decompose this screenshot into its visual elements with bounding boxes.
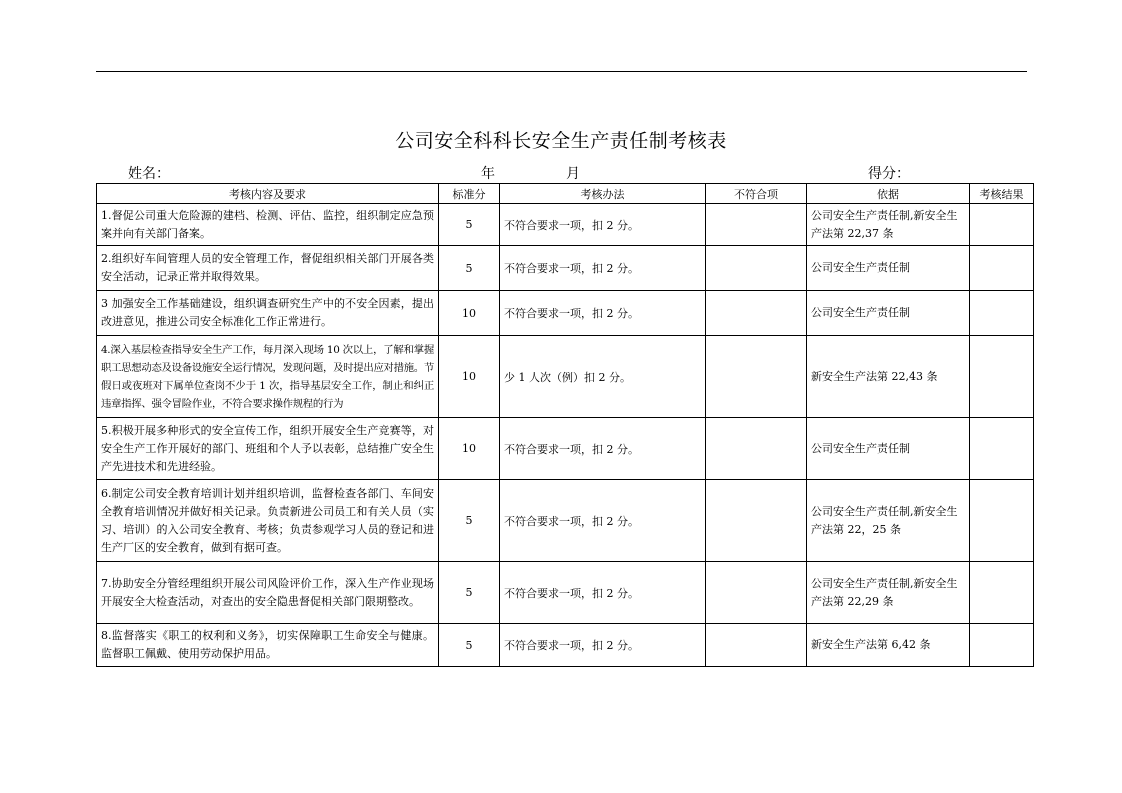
result-cell[interactable] — [970, 204, 1034, 246]
method-cell: 少 1 人次（例）扣 2 分。 — [500, 336, 706, 418]
month-label: 月 — [566, 166, 580, 182]
header-method: 考核办法 — [500, 184, 706, 204]
noncompliance-cell[interactable] — [706, 480, 807, 562]
assessment-table — [96, 183, 1034, 667]
header-result: 考核结果 — [970, 184, 1034, 204]
standard-score-cell: 5 — [439, 480, 500, 562]
requirement-cell: 4.深入基层检查指导安全生产工作，每月深入现场 10 次以上，了解和掌握职工思想动态及设备设施安全运行情况，发现问题，及时提出应对措施。节假日或夜班对下属单位查岗不少于 1 次，指导基层安全工作，制止和纠正违章指挥、强令冒险作业，不符合要求操作规程的行为 — [97, 336, 439, 418]
table-row — [97, 418, 1034, 480]
requirement-cell: 6.制定公司安全教育培训计划并组织培训，监督检查各部门、车间安全教育培训情况并做好相关记录。负责新进公司员工和有关人员（实习、培训）的入公司安全教育、考核；负责参观学习人员的登记和进生产厂区的安全教育，做到有据可查。 — [97, 480, 439, 562]
method-cell: 不符合要求一项，扣 2 分。 — [500, 480, 706, 562]
basis-cell: 公司安全生产责任制,新安全生产法第 22，25 条 — [807, 480, 970, 562]
basis-cell: 新安全生产法第 22,43 条 — [807, 336, 970, 418]
table-row — [97, 204, 1034, 246]
result-cell[interactable] — [970, 291, 1034, 336]
noncompliance-cell[interactable] — [706, 336, 807, 418]
basis-cell: 公司安全生产责任制,新安全生产法第 22,29 条 — [807, 562, 970, 624]
result-cell[interactable] — [970, 562, 1034, 624]
standard-score-cell: 10 — [439, 418, 500, 480]
table-row — [97, 246, 1034, 291]
page-title: 公司安全科科长安全生产责任制考核表 — [395, 130, 727, 152]
header-standard-score: 标准分 — [439, 184, 500, 204]
top-rule — [96, 71, 1027, 72]
basis-cell: 新安全生产法第 6,42 条 — [807, 624, 970, 667]
noncompliance-cell[interactable] — [706, 291, 807, 336]
table-header-row — [97, 184, 1034, 204]
header-noncompliance: 不符合项 — [706, 184, 807, 204]
requirement-cell: 5.积极开展多种形式的安全宣传工作，组织开展安全生产竞赛等，对安全生产工作开展好的部门、班组和个人予以表彰，总结推广安全生产先进技术和先进经验。 — [97, 418, 439, 480]
basis-cell: 公司安全生产责任制,新安全生产法第 22,37 条 — [807, 204, 970, 246]
table-row — [97, 624, 1034, 667]
table-row — [97, 562, 1034, 624]
basis-cell: 公司安全生产责任制 — [807, 291, 970, 336]
result-cell[interactable] — [970, 336, 1034, 418]
requirement-cell: 8.监督落实《职工的权利和义务》，切实保障职工生命安全与健康。监督职工佩戴、使用劳动保护用品。 — [97, 624, 439, 667]
noncompliance-cell[interactable] — [706, 418, 807, 480]
requirement-cell: 1.督促公司重大危险源的建档、检测、评估、监控，组织制定应急预案并向有关部门备案。 — [97, 204, 439, 246]
header-basis: 依据 — [807, 184, 970, 204]
noncompliance-cell[interactable] — [706, 562, 807, 624]
standard-score-cell: 10 — [439, 291, 500, 336]
requirement-cell: 3 加强安全工作基础建设，组织调查研究生产中的不安全因素，提出改进意见，推进公司安全标准化工作正常进行。 — [97, 291, 439, 336]
requirement-cell: 7.协助安全分管经理组织开展公司风险评价工作，深入生产作业现场开展安全大检查活动，对查出的安全隐患督促相关部门限期整改。 — [97, 562, 439, 624]
table-row — [97, 480, 1034, 562]
method-cell: 不符合要求一项，扣 2 分。 — [500, 418, 706, 480]
method-cell: 不符合要求一项，扣 2 分。 — [500, 291, 706, 336]
noncompliance-cell[interactable] — [706, 624, 807, 667]
result-cell[interactable] — [970, 418, 1034, 480]
result-cell[interactable] — [970, 624, 1034, 667]
method-cell: 不符合要求一项，扣 2 分。 — [500, 204, 706, 246]
standard-score-cell: 5 — [439, 562, 500, 624]
table-row — [97, 291, 1034, 336]
method-cell: 不符合要求一项，扣 2 分。 — [500, 246, 706, 291]
header-requirement: 考核内容及要求 — [97, 184, 439, 204]
basis-cell: 公司安全生产责任制 — [807, 418, 970, 480]
noncompliance-cell[interactable] — [706, 246, 807, 291]
year-label: 年 — [481, 166, 495, 182]
standard-score-cell: 5 — [439, 204, 500, 246]
basis-cell: 公司安全生产责任制 — [807, 246, 970, 291]
method-cell: 不符合要求一项，扣 2 分。 — [500, 562, 706, 624]
noncompliance-cell[interactable] — [706, 204, 807, 246]
result-cell[interactable] — [970, 246, 1034, 291]
result-cell[interactable] — [970, 480, 1034, 562]
method-cell: 不符合要求一项，扣 2 分。 — [500, 624, 706, 667]
standard-score-cell: 5 — [439, 624, 500, 667]
score-label: 得分： — [868, 166, 910, 182]
requirement-cell: 2.组织好车间管理人员的安全管理工作，督促组织相关部门开展各类安全活动，记录正常并取得效果。 — [97, 246, 439, 291]
standard-score-cell: 10 — [439, 336, 500, 418]
table-row — [97, 336, 1034, 418]
name-label: 姓名： — [128, 166, 170, 182]
standard-score-cell: 5 — [439, 246, 500, 291]
